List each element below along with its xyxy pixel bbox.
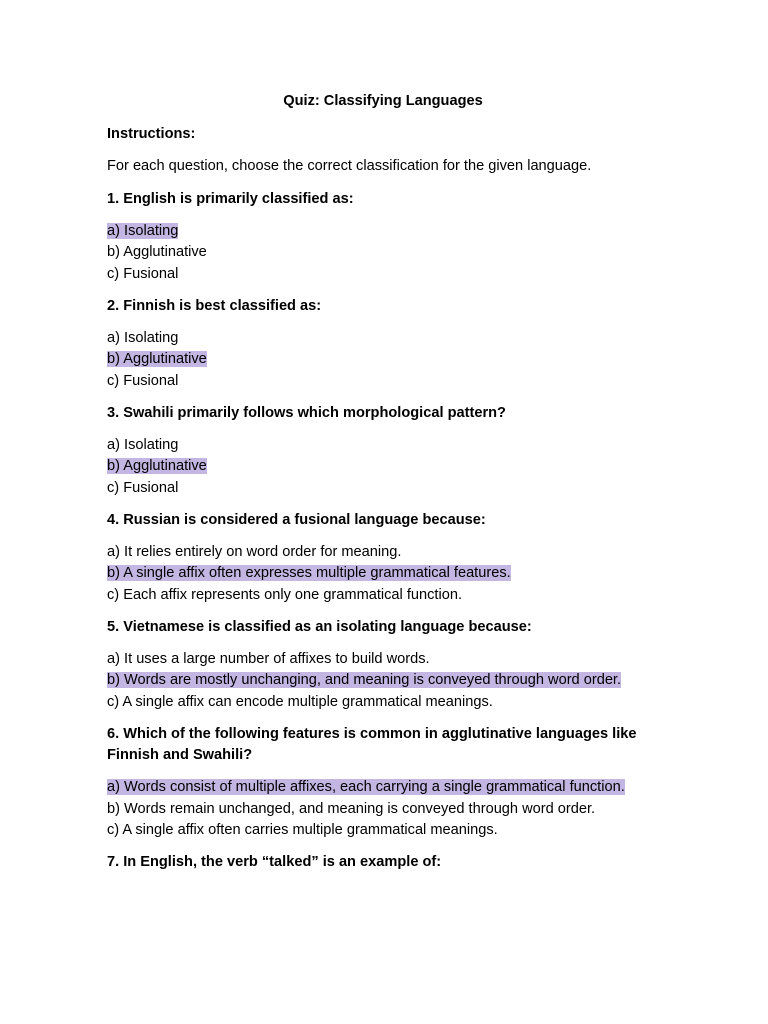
answer-option: [107, 435, 667, 457]
answer-option: [107, 692, 667, 714]
question-text: 5. Vietnamese is classified as an isolating language because:: [107, 618, 532, 635]
answer-option: [107, 349, 667, 371]
answer-text: b) Words remain unchanged, and meaning is conveyed through word order.: [107, 800, 596, 817]
answer-option: [107, 478, 667, 500]
answer-option: [107, 585, 667, 607]
document-title: Quiz: Classifying Languages: [283, 93, 483, 109]
highlighted-answer-text: b) A single affix often expresses multiple grammatical features.: [107, 565, 511, 581]
answer-option: [107, 542, 667, 564]
answer-text: a) It relies entirely on word order for meaning.: [107, 543, 402, 560]
answer-option: [107, 371, 667, 393]
answer-option: [107, 264, 667, 286]
answer-option: [107, 456, 667, 478]
highlighted-answer-text: a) Isolating: [107, 222, 179, 239]
highlighted-answer-text: b) Words are mostly unchanging, and meaning is conveyed through word order.: [107, 672, 622, 688]
question-list: [107, 189, 667, 874]
question-5: [107, 617, 667, 714]
answer-option: [107, 328, 667, 350]
answer-text: c) A single affix can encode multiple grammatical meanings.: [107, 693, 493, 710]
highlighted-answer-text: b) Agglutinative: [107, 458, 207, 474]
instructions-label: Instructions:: [107, 125, 196, 142]
answer-text: c) Fusional: [107, 479, 179, 496]
question-4: [107, 510, 667, 607]
question-text: 6. Which of the following features is common in agglutinative languages like Finnish and Swahili?: [107, 725, 637, 763]
question-2: [107, 296, 667, 393]
question-1: [107, 189, 667, 286]
answer-option: [107, 820, 667, 842]
answer-text: b) Agglutinative: [107, 244, 207, 260]
question-text: 4. Russian is considered a fusional language because:: [107, 511, 486, 528]
answer-text: c) A single affix often carries multiple grammatical meanings.: [107, 822, 498, 838]
question-7: [107, 852, 667, 874]
question-text: 7. In English, the verb “talked” is an example of:: [107, 854, 442, 870]
answer-option: [107, 649, 667, 671]
answer-option: [107, 221, 667, 243]
answer-option: [107, 670, 667, 692]
question-6: [107, 724, 667, 842]
quiz-document: [107, 91, 667, 884]
highlighted-answer-text: b) Agglutinative: [107, 351, 207, 367]
answer-text: a) Isolating: [107, 436, 179, 453]
question-text: 2. Finnish is best classified as:: [107, 297, 322, 314]
question-text: 3. Swahili primarily follows which morphological pattern?: [107, 404, 506, 421]
answer-option: [107, 563, 667, 585]
answer-option: [107, 242, 667, 264]
instructions-text: For each question, choose the correct classification for the given language.: [107, 158, 592, 174]
answer-text: c) Fusional: [107, 372, 179, 389]
highlighted-answer-text: a) Words consist of multiple affixes, each carrying a single grammatical function.: [107, 779, 625, 795]
question-text: 1. English is primarily classified as:: [107, 190, 354, 207]
question-3: [107, 403, 667, 500]
answer-text: a) Isolating: [107, 329, 179, 346]
answer-text: a) It uses a large number of affixes to build words.: [107, 650, 430, 667]
answer-text: c) Fusional: [107, 265, 179, 282]
answer-text: c) Each affix represents only one grammatical function.: [107, 586, 463, 603]
answer-option: [107, 777, 667, 799]
answer-option: [107, 799, 667, 821]
